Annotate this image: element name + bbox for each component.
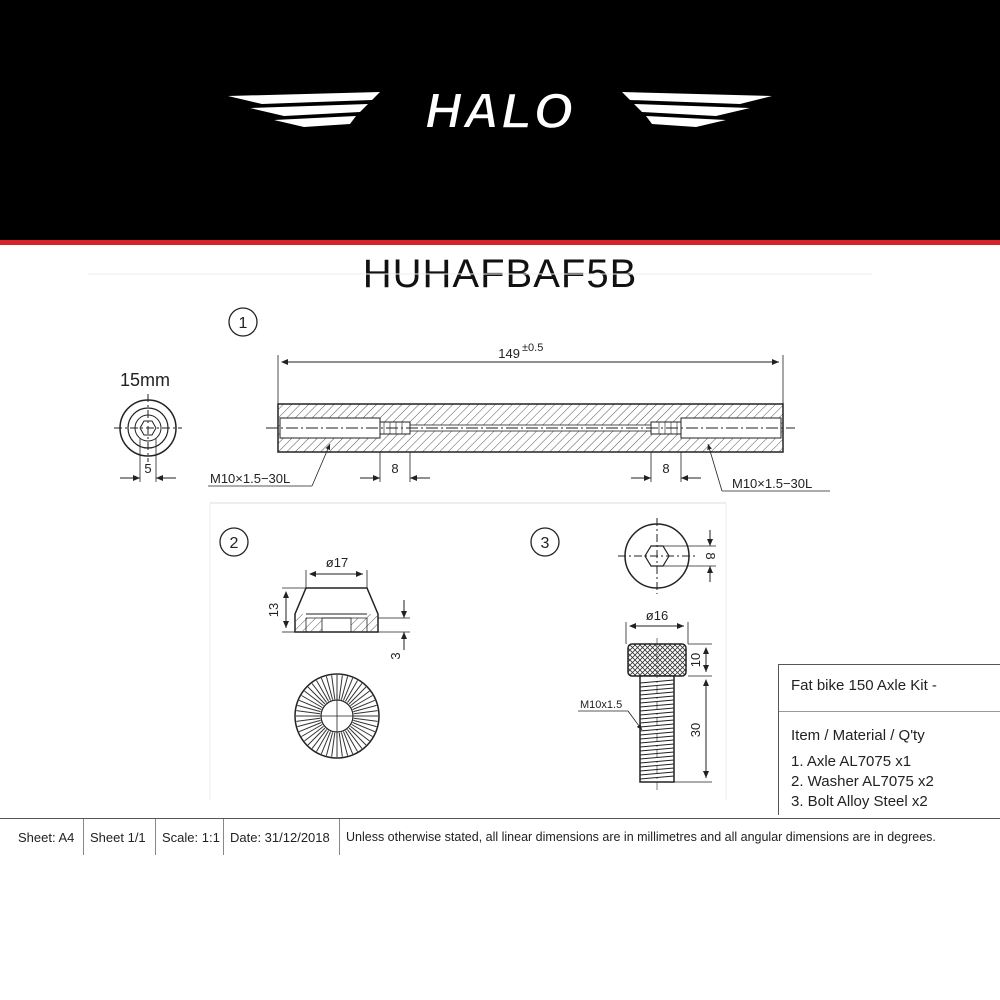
- bolt-head-diameter-dim: ø16: [645, 608, 669, 623]
- view-3-bolt: [531, 518, 718, 790]
- kit-divider: [779, 711, 1000, 712]
- kit-info-box: [778, 664, 1000, 815]
- view-1-axle: [114, 308, 830, 491]
- kit-item: 1. Axle AL7075 x1: [791, 753, 912, 770]
- kit-item: 2. Washer AL7075 x2: [791, 773, 934, 790]
- washer-face-view: [295, 674, 379, 758]
- right-thread-label: M10×1.5−30L: [732, 476, 813, 491]
- bolt-hex-dim: 8: [703, 552, 718, 560]
- kit-heading: Item / Material / Q'ty: [791, 727, 925, 744]
- kit-item: 3. Bolt Alloy Steel x2: [791, 793, 928, 810]
- end-hex-dim: 5: [144, 461, 152, 476]
- view-3-number: 3: [540, 535, 550, 552]
- view-2-number: 2: [229, 535, 239, 552]
- view-1-number: 1: [238, 315, 248, 332]
- axle-section: [266, 404, 795, 452]
- left-hex-dim: 8: [391, 461, 399, 476]
- washer-diameter-dim: ø17: [325, 555, 349, 570]
- bolt-top-view: [618, 518, 696, 594]
- drawing-date: Date: 31/12/2018: [224, 819, 340, 855]
- washer-section: [295, 588, 378, 632]
- end-view-label: 15mm: [119, 370, 171, 390]
- view-2-washer: [220, 528, 410, 758]
- units-note: Unless otherwise stated, all linear dimensions are in millimetres and all angular dimensions are in degrees.: [346, 830, 936, 844]
- bolt-thread-label: M10x1.5: [580, 699, 623, 711]
- bolt-length-dim: 30: [688, 722, 703, 738]
- part-number: HUHAFBAF5B: [362, 252, 638, 296]
- washer-step-dim: 3: [388, 652, 403, 660]
- title-block: [0, 818, 1000, 855]
- bolt-head-height-dim: 10: [688, 652, 703, 668]
- drawing-scale: Scale: 1:1: [156, 819, 224, 855]
- right-hex-dim: 8: [662, 461, 670, 476]
- sheet-size: Sheet: A4: [0, 819, 84, 855]
- logo-text: HALO: [425, 83, 575, 139]
- washer-height-dim: 13: [266, 602, 281, 618]
- kit-title: Fat bike 150 Axle Kit -: [791, 677, 937, 694]
- left-thread-label: M10×1.5−30L: [210, 471, 291, 486]
- bolt-side-view: [628, 638, 686, 790]
- length-dim: 149: [498, 346, 520, 361]
- length-tolerance: ±0.5: [522, 342, 544, 354]
- sheet-count: Sheet 1/1: [84, 819, 156, 855]
